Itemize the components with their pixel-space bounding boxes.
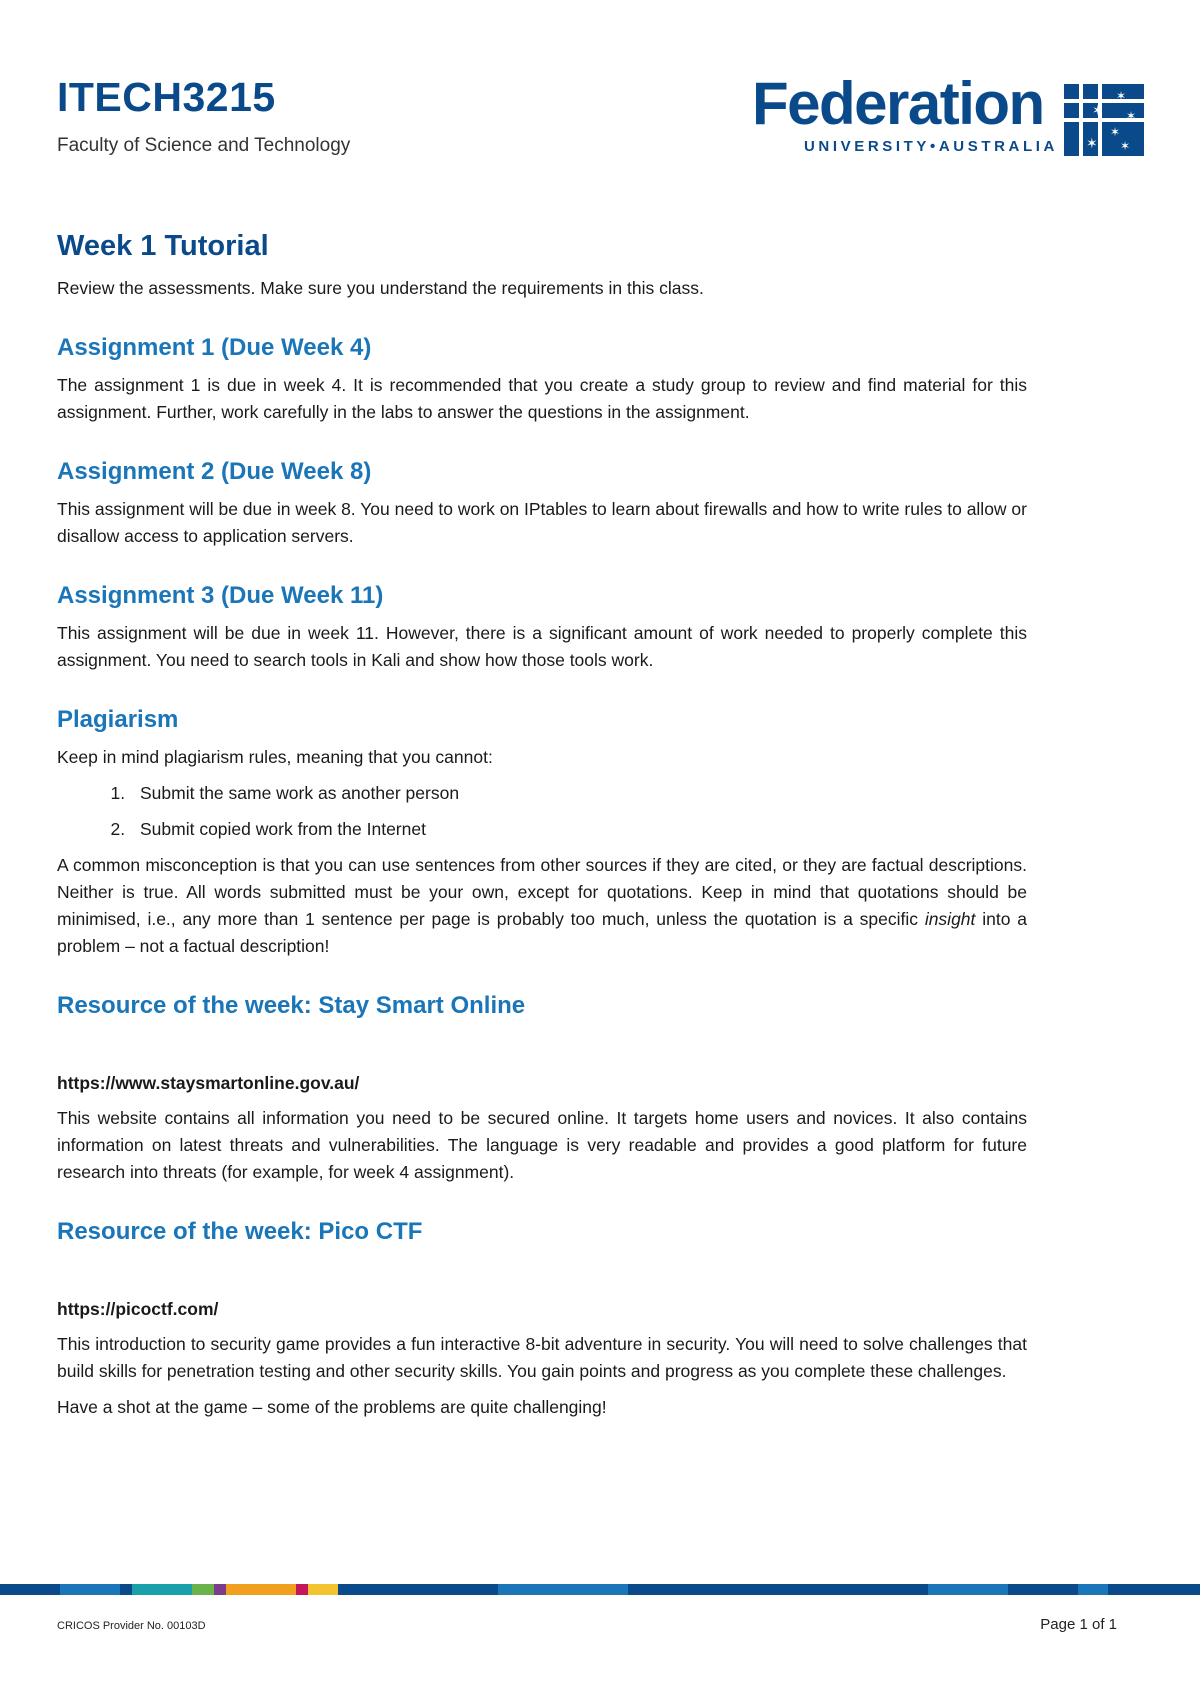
assignment-2-text: This assignment will be due in week 8. You need to work on IPtables to learn about firewalls and how to write rules to allow or disallow access to application servers. (57, 499, 1027, 546)
assignment-1-heading: Assignment 1 (Due Week 4) (57, 334, 372, 361)
plagiarism-body (57, 852, 1027, 960)
resource-1-text: This website contains all information you need to be secured online. It targets home users and novices. It also contains information on latest threats and vulnerabilities. The language is very readable and provides a good platform for future research into threats (for example, for week 4 assignment). (57, 1108, 1027, 1182)
resource-2-link[interactable]: https://picoctf.com/ (57, 1299, 219, 1319)
list-item: 2. Submit copied work from the Internet (130, 816, 1027, 843)
resource-2-closing: Have a shot at the game – some of the problems are quite challenging! (57, 1397, 607, 1417)
resource-1-heading: Resource of the week: Stay Smart Online (57, 992, 526, 1019)
faculty-name: Faculty of Science and Technology (57, 135, 351, 156)
list-item: 1. Submit the same work as another person (130, 780, 1027, 807)
resource-2-text: This introduction to security game provides a fun interactive 8-bit adventure in security. You will need to solve challenges that build skills for penetration testing and other security skills. You gain points and progress as you complete these challenges. (57, 1334, 1027, 1381)
assignment-2-heading: Assignment 2 (Due Week 8) (57, 458, 372, 485)
plagiarism-emphasis: insight (924, 909, 976, 929)
page-number: Page 1 of 1 (1040, 1616, 1117, 1633)
logo-subtitle: UNIVERSITY•AUSTRALIA (804, 138, 1058, 155)
resource-1-link[interactable]: https://www.staysmartonline.gov.au/ (57, 1073, 360, 1093)
logo-wordmark: Federation (752, 70, 1044, 137)
page-title: Week 1 Tutorial (57, 230, 269, 262)
assignment-3-text: This assignment will be due in week 11. However, there is a significant amount of work needed to properly complete this assignment. You need to search tools in Kali and show how those tools work. (57, 623, 1027, 670)
main-content (57, 225, 1027, 1430)
svg-text:✶: ✶ (1110, 125, 1121, 139)
assignment-3-heading: Assignment 3 (Due Week 11) (57, 582, 384, 609)
resource-2-heading: Resource of the week: Pico CTF (57, 1218, 423, 1245)
svg-text:✶: ✶ (1120, 139, 1131, 153)
plagiarism-heading: Plagiarism (57, 706, 179, 733)
assignment-1-text: The assignment 1 is due in week 4. It is recommended that you create a study group to review and find material for this assignment. Further, work carefully in the labs to answer the questions in the assignment. (57, 375, 1027, 422)
plagiarism-lead: Keep in mind plagiarism rules, meaning that you cannot: (57, 747, 493, 767)
footer-color-bar (0, 1584, 1200, 1595)
plagiarism-body-start: A common misconception is that you can use sentences from other sources if they are cited, or they are factual descriptions. Neither is true. All words submitted must be your own, except for quotations. Keep in mind that quotations should be minimised, i.e., any more than 1 sentence per page is probably too much, unless the quotation is a specific (57, 855, 1027, 929)
federation-logo (752, 70, 1148, 160)
course-code: ITECH3215 (57, 74, 276, 120)
plagiarism-list (57, 780, 1027, 843)
plagiarism-body-end: into a problem – not a factual description! (57, 909, 1027, 956)
svg-text:✶: ✶ (1126, 109, 1137, 123)
svg-text:✶: ✶ (1092, 103, 1104, 119)
flag-icon (1064, 84, 1144, 156)
cricos-provider: CRICOS Provider No. 00103D (57, 1620, 206, 1632)
intro-text: Review the assessments. Make sure you understand the requirements in this class. (57, 278, 704, 298)
svg-text:✶: ✶ (1116, 89, 1127, 103)
svg-text:✶: ✶ (1086, 136, 1098, 152)
